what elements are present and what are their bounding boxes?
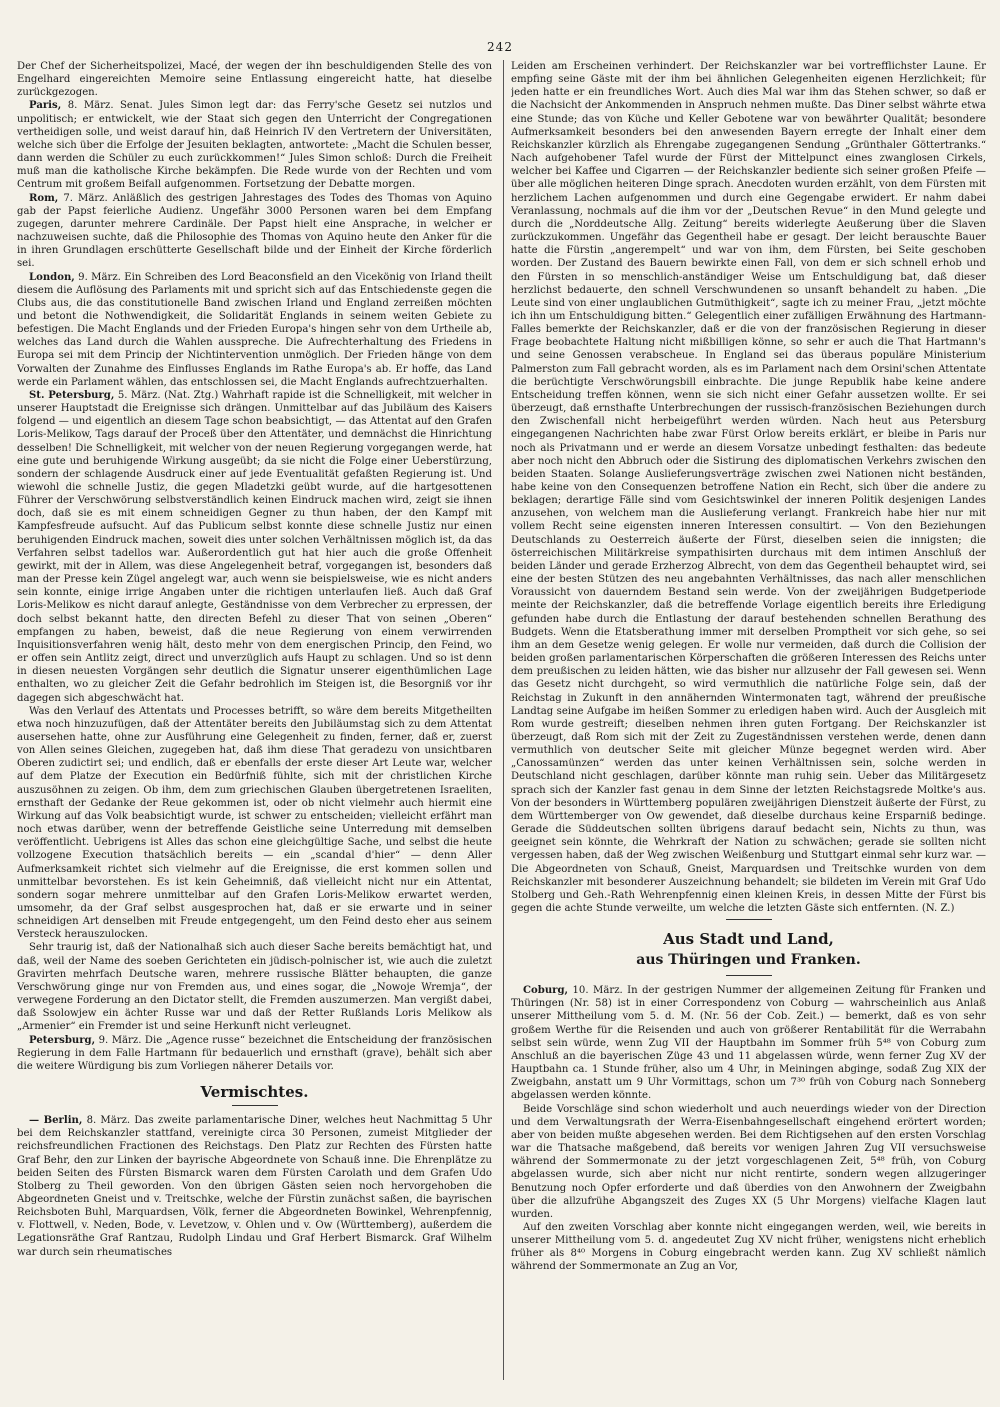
column-divider (503, 60, 504, 1380)
paragraph (17, 99, 492, 191)
divider (232, 1105, 278, 1106)
page-number: 242 (487, 40, 513, 54)
paragraph-text: 9. März. Ein Schreiben des Lord Beaconsfield an den Vicekönig von Irland theilt diesem die Auflösung des Parlaments mit und spricht sich auf das Entschiedenste gegen die Clubs aus, die das constitutionelle Band zwischen Irland und England zerreißen möchten und betont die Nothwendigkeit, die Solidarität Englands in seinem weiten Gebiete zu befestigen. Die Macht Englands und der Frieden Europa's hingen sehr von dem Urtheile ab, welches das Land durch die Wahlen ausspreche. Die Aufrechterhaltung des Friedens in Europa sei mit dem Princip der Nichtintervention unmöglich. Der Frieden hänge von dem Vorwalten der Zunahme des Einflusses Englands im Rathe Europa's ab. Er hoffe, das Land werde ein Parlament wählen, das entschlossen sei, die Macht Englands aufrechtzuerhalten. (17, 271, 492, 388)
dateline: Coburg, (523, 985, 569, 997)
left-column (17, 60, 492, 1380)
paragraph-text: 10. März. In der gestrigen Nummer der allgemeinen Zeitung für Franken und Thüringen (Nr. 58) ist in einer Correspondenz von Coburg — wahrscheinlich aus Anlaß unserer Mittheilung vom 5. d. M. (Nr. 56 der Cob. Zeit.) — bemerkt, daß es von sehr großem Werthe für die Reisenden und auch von größerer Rentabilität für die Werrabahn selbst sein würde, wenn Zug VII der Hauptbahn im Sommer früh 5⁴⁸ von Coburg zum Anschluß an die bayerischen Züge 43 und 11 abgelassen würde, wenn ferner Zug XV der Hauptbahn ca. 1 Stunde früher, also um 4 Uhr, in Meiningen abginge, sodaß Zug XIX der Zweigbahn, anstatt um 9 Uhr Vormittags, schon um 7³⁰ früh von Coburg nach Sonneberg abgelassen werden könnte. (511, 985, 986, 1102)
section-heading: Vermischtes. (200, 1083, 309, 1102)
section-subheading: aus Thüringen und Franken. (636, 952, 861, 969)
paragraph-text: 8. März. Das zweite parlamentarische Diner, welches heut Nachmittag 5 Uhr bei dem Reichskanzler stattfand, vereinigte circa 30 Personen, zumeist Mitglieder der reichsfreundlichen Fractionen des Reichstags. Den Platz zur Rechten des Fürsten hatte Graf Behr, den zur Linken der bayrische Abgeordnete von Schauß inne. Die Ehrenplätze zu beiden Seiten des Fürsten Bismarck waren dem Fürsten Carolath und dem Grafen Udo Stolberg zu Theil geworden. Von den übrigen Gästen seien noch hervorgehoben die Abgeordneten Gneist und v. Treitschke, welche der Fürstin zunächst saßen, die bayrischen Reichsboten Buhl, Marquardsen, Völk, ferner die Abgeordneten Bowinkel, Wehrenpfennig, v. Flottwell, v. Neden, Bode, v. Levetzow, v. Ohlen und v. Ow (Württemberg), außerdem die Legationsräthe Graf Rantzau, Rudolph Lindau und Graf Herbert Bismarck. Graf Wilhelm war durch sein rheumatisches (17, 1115, 492, 1258)
paragraph-text: 5. März. (Nat. Ztg.) Wahrhaft rapide ist die Schnelligkeit, mit welcher in unserer Hauptstadt die Ereignisse sich drängen. Unmittelbar auf das Jubiläum des Kaisers folgend — und eigentlich an diesem Tage schon beabsichtigt, — das Attentat auf den Grafen Loris-Melikow, Tags darauf der Proceß über den Attentäter, und demnächst die Hinrichtung desselben! Die Schnelligkeit, mit welcher von der neuen Regierung vorgegangen werde, hat eine gute und beruhigende Wirkung ausgeübt; da sie nicht die Folge einer Ueberstürzung, sondern der schlagende Ausdruck einer auf jede Eventualität gefaßten Regierung ist. Und wiewohl die schnelle Justiz, die gegen Mladetzki geübt wurde, auf die hartgesottenen Führer der Verschwörung selbstverständlich keinen Eindruck machen wird, zeigt sie ihnen doch, daß sie es mit einem schneidigen Gegner zu thun haben, der den Kampf mit Kampfesfreude aufsucht. Auf das Publicum selbst konnte diese schnelle Justiz nur einen beruhigenden Eindruck machen, soweit dies unter solchen Verhältnissen möglich ist, da das Verfahren selbst tadellos war. Außerordentlich gut hat hier auch die große Offenheit gewirkt, mit der in Allem, was diese Angelegenheit betraf, vorgegangen ist, besonders daß man der Presse kein Zügel angelegt war, auch wenn sie beispielsweise, wie es nicht anders sein konnte, einige irrige Angaben unter die richtigen unterlaufen ließ. Auch daß Graf Loris-Melikow es nicht darauf anlegte, Geständnisse von dem Verbrecher zu erpressen, der doch selbst bekannt hatte, den directen Befehl zu dieser That von seinen „Oberen“ empfangen zu haben, beweist, daß die neue Regierung von einem verwirrenden Inquisitionsverfahren wenig hält, desto mehr von dem energischen Princip, den Feind, wo er offen sein Antlitz zeigt, direct und unverzüglich aufs Haupt zu schlagen. Und so ist denn in diesen neuesten Vorgängen sehr deutlich die Signatur unserer eigenthümlichen Lage enthalten, wo zu gleicher Zeit die Gefahr bedrohlich im Steigen ist, die Besorgniß vor ihr dagegen sich abgeschwächt hat. (17, 389, 492, 704)
dateline: St. Petersburg, (29, 389, 115, 401)
paragraph: Leiden am Erscheinen verhindert. Der Reichskanzler war bei vortrefflichster Laune. Er empfing seine Gäste mit der ihm bei ähnlichen Gelegenheiten eigenen Herzlichkeit; für jeden hatte er ein freundliches Wort. Auch dies Mal war ihm das Stehen schwer, so daß er die Nachsicht der Ankommenden in Anspruch nehmen mußte. Das Diner selbst währte etwa eine Stunde; das von Küche und Keller Gebotene war von bewährter Qualität; besondere Aufmerksamkeit besonders bei den anwesenden Bayern erregte der Inhalt einer dem Reichskanzler kürzlich als Ehrengabe zugegangenen Sendung „Grünthaler Göttertranks.“ Nach aufgehobener Tafel wurde der Fürst der Mittelpunct eines zwanglosen Cirkels, welcher bei Kaffee und Cigarren — der Reichskanzler bediente sich seiner großen Pfeife — über alle möglichen heiteren Dinge sprach. Anecdoten wurden erzählt, von dem Fürsten mit herzlichem Lachen aufgenommen und durch eine Gegengabe erwidert. Er nahm dabei Veranlassung, nochmals auf die ihm vor der „Deutschen Revue“ in den Mund gelegte und durch die „Norddeutsche Allg. Zeitung“ bereits widerlegte Aeußerung über die Slaven zurückzukommen. Ungefähr das Gegentheil habe er gesagt. Der leicht berauschte Bauer hatte die Fürstin „angerempelt“ und war von ihm, dem Fürsten, bei Seite geschoben worden. Der Zustand des Bauern bewirkte einen Fall, von dem er sich schnell erhob und den Fürsten in so menschlich-anständiger Weise um Entschuldigung bat, daß dieser herzlichst bedauerte, den schnell Verschwundenen so unsanft behandelt zu haben. „Die Leute sind von einer unglaublichen Gutmüthigkeit“, sagte ich zu meiner Frau, „jetzt möchte ich ihn um Entschuldigung bitten.“ Gelegentlich einer zufälligen Erwähnung des Hartmann-Falles bemerkte der Reichskanzler, daß er die von der französischen Regierung in dieser Frage beobachtete Haltung nicht mißbilligen könne, so sehr er auch die That Hartmann's und seine Genossen verabscheue. In England sei das überaus populäre Ministerium Palmerston zum Fall gebracht worden, als es im Parlament nach dem Orsini'schen Attentate die berüchtigte Verschwörungsbill einbrachte. Die junge Republik habe keine andere Entscheidung treffen können, wenn sie sich nicht einer Gefahr aussetzen wollte. Er sei überzeugt, daß ernsthafte Unterbrechungen der russisch-französischen Beziehungen durch den Zwischenfall nicht herbeigeführt werden würden. Nach heut aus Petersburg eingegangenen Nachrichten habe zwar Fürst Orlow bereits erklärt, er bleibe in Paris nur noch als Privatmann und er werde an diesem Vorsatze unbedingt festhalten: das bedeute aber noch nicht den Abbruch oder die Sistirung des diplomatischen Verkehrs zwischen den beiden Staaten. Solange Auslieferungsverträge zwischen zwei Nationen nicht beständen, habe keine von den Consequenzen betroffene Nation ein Recht, sich über die andere zu beklagen; derartige Fälle sind vom Gesichtswinkel der inneren Politik desjenigen Landes anzusehen, von welchem man die Auslieferung verlangt. Frankreich habe hier nur mit vollem Recht seine eigensten inneren Interessen consultirt. — Von den Beziehungen Deutschlands zu Oesterreich äußerte der Fürst, dieselben seien die innigsten; die österreichischen Militärkreise sympathisirten durchaus mit dem intimen Anschluß der beiden Länder und gerade Erzherzog Albrecht, von dem das Gegentheil behauptet wird, sei eine der besten Stützen des neu angebahnten Verhältnisses, das nach aller menschlichen Voraussicht von dauerndem Bestand sein werde. Von der zweijährigen Budgetperiode meinte der Reichskanzler, daß die betreffende Vorlage eigentlich bereits ihre Erledigung gefunden habe durch die Entlastung der darauf bestehenden schnellen Berathung des Budgets. Wenn die Etatsberathung immer mit derselben Promptheit vor sich gehe, so sei ihm an dem Gesetze wenig gelegen. Er wolle nur vermeiden, daß durch die Collision der beiden großen parlamentarischen Körperschaften die größeren Interessen des Reichs unter dem preußischen zu leiden hätten, wie das bisher nur allzusehr der Fall gewesen sei. Wenn das Gesetz nicht durchgeht, so wird vermuthlich die natürliche Folge sein, daß der Reichstag in Zukunft in den annähernden Wintermonaten tagt, während der preußische Landtag seine Aufgabe im heißen Sommer zu erledigen haben wird. Auch der Ausgleich mit Rom wurde gestreift; dieselben nehmen ihren guten Fortgang. Der Reichskanzler ist überzeugt, daß Rom sich mit der Zeit zu Zugeständnissen verstehen werde, denen dann vermuthlich von deutscher Seite mit gleicher Münze begegnet werden wird. Aber „Canossamünzen“ werden das unter keinen Verhältnissen sein, solche werden in Deutschland nicht geschlagen, darüber könnte man ruhig sein. Ueber das Militärgesetz sprach sich der Kanzler fast genau in dem Sinne der letzten Reichstagsrede Moltke's aus. Von der besonders in Württemberg populären zweijährigen Dienstzeit äußerte der Fürst, zu dem Württemberger von Ow gewendet, daß dieselbe durchaus keine Ersparniß bedinge. Gerade die Süddeutschen sollten übrigens darauf bedacht sein, Nichts zu thun, was geeignet sein könnte, die Wehrkraft der Nation zu schwächen; gerade sie sollten nicht vergessen haben, daß der Weg zwischen Weißenburg und Stuttgart einmal sehr kurz war. — Die Abgeordneten von Schauß, Gneist, Marquardsen und Treitschke wurden von dem Reichskanzler mit besonderer Auszeichnung behandelt; sie bildeten im Verein mit Graf Udo Stolberg und Geh.-Rath Wehrenpfennig einen kleinen Kreis, in dessen Mitte der Fürst bis gegen die achte Stunde verweilte, um welche die letzten Gäste sich entfernten. (N. Z.) (511, 61, 986, 914)
paragraph: Auf den zweiten Vorschlag aber konnte nicht eingegangen werden, weil, wie bereits in unserer Mittheilung vom 5. d. angedeutet Zug XV nicht früher, wenigstens nicht erheblich früher als 8⁴⁰ Morgens in Coburg eingebracht werden kann. Zug XV schließt nämlich während der Sommermonate an Zug an Vor, (511, 1221, 986, 1273)
dateline: Paris, (29, 100, 62, 112)
right-column (511, 60, 986, 1380)
dateline: Rom, (29, 192, 59, 204)
paragraph-text: 9. März. Die „Agence russe“ bezeichnet die Entscheidung der französischen Regierung in dem Falle Hartmann für bedauerlich und ernsthaft (grave), behält sich aber die weitere Würdigung bis zum Vorliegen näherer Details vor. (17, 1034, 492, 1072)
paragraph: Sehr traurig ist, daß der Nationalhaß sich auch dieser Sache bereits bemächtigt hat, und daß, weil der Name des soeben Gerichteten ein jüdisch-polnischer ist, wie auch die zuletzt Gravirten mehrfach Deutsche waren, mehrere russische Blätter behaupten, die ganze Verschwörung ginge nur von Fremden aus, und eines sogar, die „Nowoje Wremja“, der verwegene Forderung an den Dictator stellt, die Fremden auszumerzen. Man vergißt dabei, daß Ssolowjew ein ächter Russe war und daß der Retter Rußlands Loris Melikow als „Armenier“ ein Fremder ist und seine Herkunft nicht verleugnet. (17, 942, 492, 1033)
divider (726, 975, 772, 976)
paragraph (17, 1034, 492, 1073)
paragraph (17, 271, 492, 389)
paragraph (511, 984, 986, 1102)
section-heading: Aus Stadt und Land, (663, 930, 834, 949)
dateline: London, (29, 271, 75, 283)
dateline: — Berlin, (29, 1115, 83, 1127)
paragraph: Was den Verlauf des Attentats und Processes betrifft, so wäre dem bereits Mitgetheilten etwa noch hinzuzufügen, daß der Attentäter bereits den Jubiläumstag sich zu dem Attentat ausersehen hatte, ohne zur Ausführung eine Gelegenheit zu finden, ferner, daß er, zuerst von Allen seines Gleichen, zugegeben hat, daß ihm diese That geradezu von unsichtbaren Oberen zudictirt sei; und endlich, daß er ebenfalls der erste dieser Art Leute war, welcher auf dem Platze der Execution ein Bedürfniß fühlte, sich mit der christlichen Kirche auszusöhnen zu zeigen. Ob ihm, dem zum griechischen Glauben übergetretenen Israeliten, ernsthaft der Gedanke der Reue gekommen ist, oder ob nicht vielmehr auch hiermit eine Wirkung auf das Volk beabsichtigt wurde, ist schwer zu entscheiden; vielleicht erfährt man noch etwas darüber, wenn der betreffende Geistliche seine Unterredung mit demselben veröffentlicht. Uebrigens ist Alles das schon eine gleichgültige Sache, und selbst die heute vollzogene Execution thatsächlich bereits — ein „scandal d'hier“ — denn Aller Aufmerksamkeit richtet sich vielmehr auf die Ereignisse, die erst kommen sollen und unmittelbar bevorstehen. Es ist kein Geheimniß, daß vielleicht nicht nur ein Attentat, sondern sogar mehrere unmittelbar auf den Grafen Loris-Melikow erwartet werden, umsomehr, da der Graf selbst ausgesprochen hat, daß er sie erwarte und in seiner schneidigen Art denselben mit Freude entgegengeht, um den Feind desto eher aus seinem Versteck herauszulocken. (17, 705, 492, 941)
paragraph (17, 389, 492, 705)
dateline: Petersburg, (29, 1034, 96, 1046)
paragraph (17, 192, 492, 271)
paragraph: Beide Vorschläge sind schon wiederholt und auch neuerdings wieder von der Direction und dem Verwaltungsrath der Werra-Eisenbahngesellschaft eingehend erörtert worden; aber von beiden mußte abgesehen werden. Bei dem Richtigsehen auf den ersten Vorschlag war die Thatsache maßgebend, daß bereits vor wenigen Jahren Zug VII versuchsweise während der Sommermonate zu der jetzt vorgeschlagenen Zeit, 5⁴⁸ früh, von Coburg abgelassen wurde, sich aber nicht nur nicht rentirte, sondern wegen allzugeringer Benutzung noch Opfer erforderte und daß überdies von den Anwohnern der Zweigbahn über die allzufrühe Abgangszeit des Zuges XX (5 Uhr Morgens) vielfache Klagen laut wurden. (511, 1103, 986, 1220)
paragraph: Der Chef der Sicherheitspolizei, Macé, der wegen der ihn beschuldigenden Stelle des von Engelhard eingereichten Memoire seine Entlassung eingereicht hatte, hat dieselbe zurückgezogen. (17, 61, 492, 99)
divider (726, 919, 772, 920)
paragraph-text: 7. März. Anläßlich des gestrigen Jahrestages des Todes des Thomas von Aquino gab der Papst feierliche Audienz. Ungefähr 3000 Personen waren bei dem Empfang zugegen, darunter mehrere Cardinäle. Der Papst hielt eine Ansprache, in welcher er nachzuweisen suchte, daß die Philosophie des Thomas von Aquino heute den Anker für die in ihren Grundlagen erschütterte Gesellschaft bilde und der Einheit der Kirche förderlich sei. (17, 192, 492, 270)
paragraph (17, 1114, 492, 1259)
paragraph-text: 8. März. Senat. Jules Simon legt dar: das Ferry'sche Gesetz sei nutzlos und unpolitisch; er entwickelt, wie der Staat sich gegen den Unterricht der Congregationen vertheidigen solle, und weist darauf hin, daß Heinrich IV den Vertretern der Universitäten, welche sich über die Erfolge der Jesuiten beklagten, antwortete: „Macht die Schulen besser, dann werden die Schüler zu euch zurückkommen!“ Jules Simon schloß: Durch die Freiheit muß man die katholische Kirche bekämpfen. Die Rede wurde von der Rechten und vom Centrum mit großem Beifall aufgenommen. Fortsetzung der Debatte morgen. (17, 100, 492, 191)
